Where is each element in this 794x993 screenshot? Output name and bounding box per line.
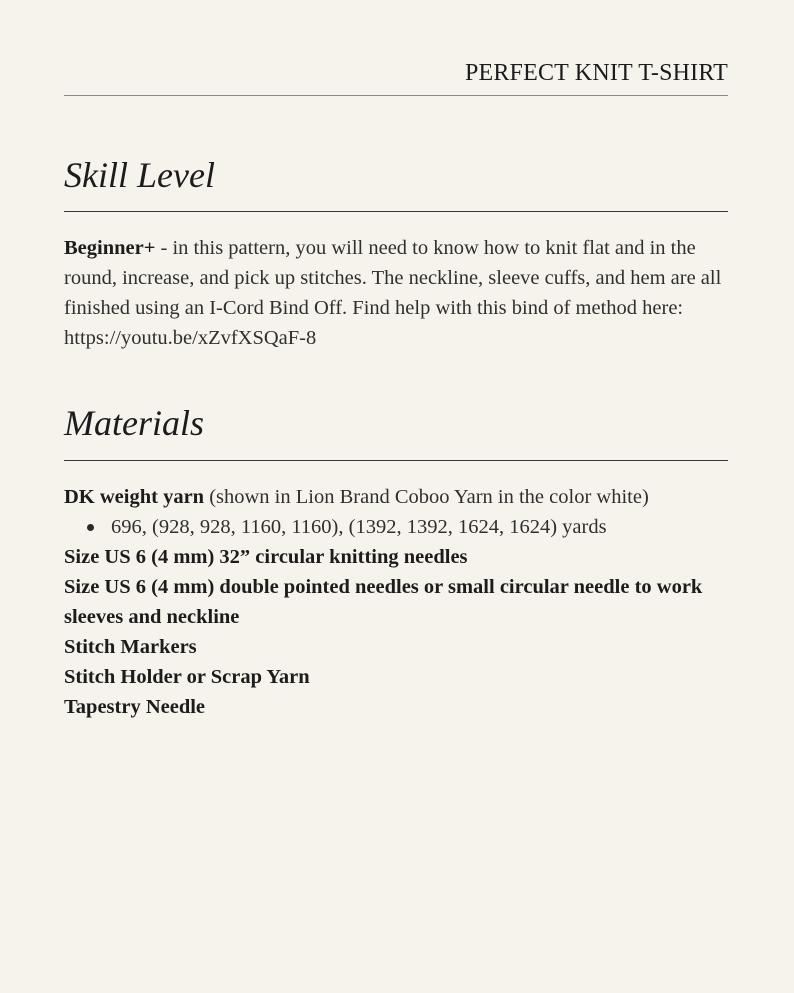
- yardage-list: [64, 512, 728, 542]
- yardage-item: [111, 512, 728, 542]
- materials-list: [64, 482, 728, 722]
- material-item-tapestry-needle: Tapestry Needle: [64, 696, 206, 718]
- skill-level-divider: [64, 211, 728, 212]
- material-item-dpn-needles: Size US 6 (4 mm) double pointed needles or small circular needle to work sleeves and neckline: [64, 576, 703, 628]
- skill-level-description: [64, 233, 728, 353]
- skill-level-text: - in this pattern, you will need to know how to knit flat and in the round, increase, and pick up stitches. The neckline, sleeve cuffs, and hem are all finished using an I-Cord Bind Off. Find help with this bind of method here: https://youtu.be/xZvfXSQaF-8: [64, 237, 722, 349]
- skill-level-heading: Skill Level: [64, 155, 215, 195]
- material-item-stitch-markers: Stitch Markers: [64, 636, 197, 658]
- skill-level-label: Beginner+: [64, 237, 156, 259]
- yardage-text: 696, (928, 928, 1160, 1160), (1392, 1392, 1624, 1624) yards: [111, 516, 607, 538]
- header-divider: [64, 95, 728, 96]
- yarn-label: DK weight yarn: [64, 486, 205, 508]
- materials-heading: Materials: [64, 403, 204, 443]
- pattern-title: PERFECT KNIT T-SHIRT: [464, 60, 728, 86]
- yarn-line: [64, 482, 728, 512]
- yarn-note: (shown in Lion Brand Coboo Yarn in the color white): [204, 486, 649, 508]
- material-item-circular-needles: Size US 6 (4 mm) 32” circular knitting needles: [64, 546, 468, 568]
- materials-divider: [64, 460, 728, 461]
- bullet-icon: [87, 524, 94, 531]
- material-item-stitch-holder: Stitch Holder or Scrap Yarn: [64, 666, 310, 688]
